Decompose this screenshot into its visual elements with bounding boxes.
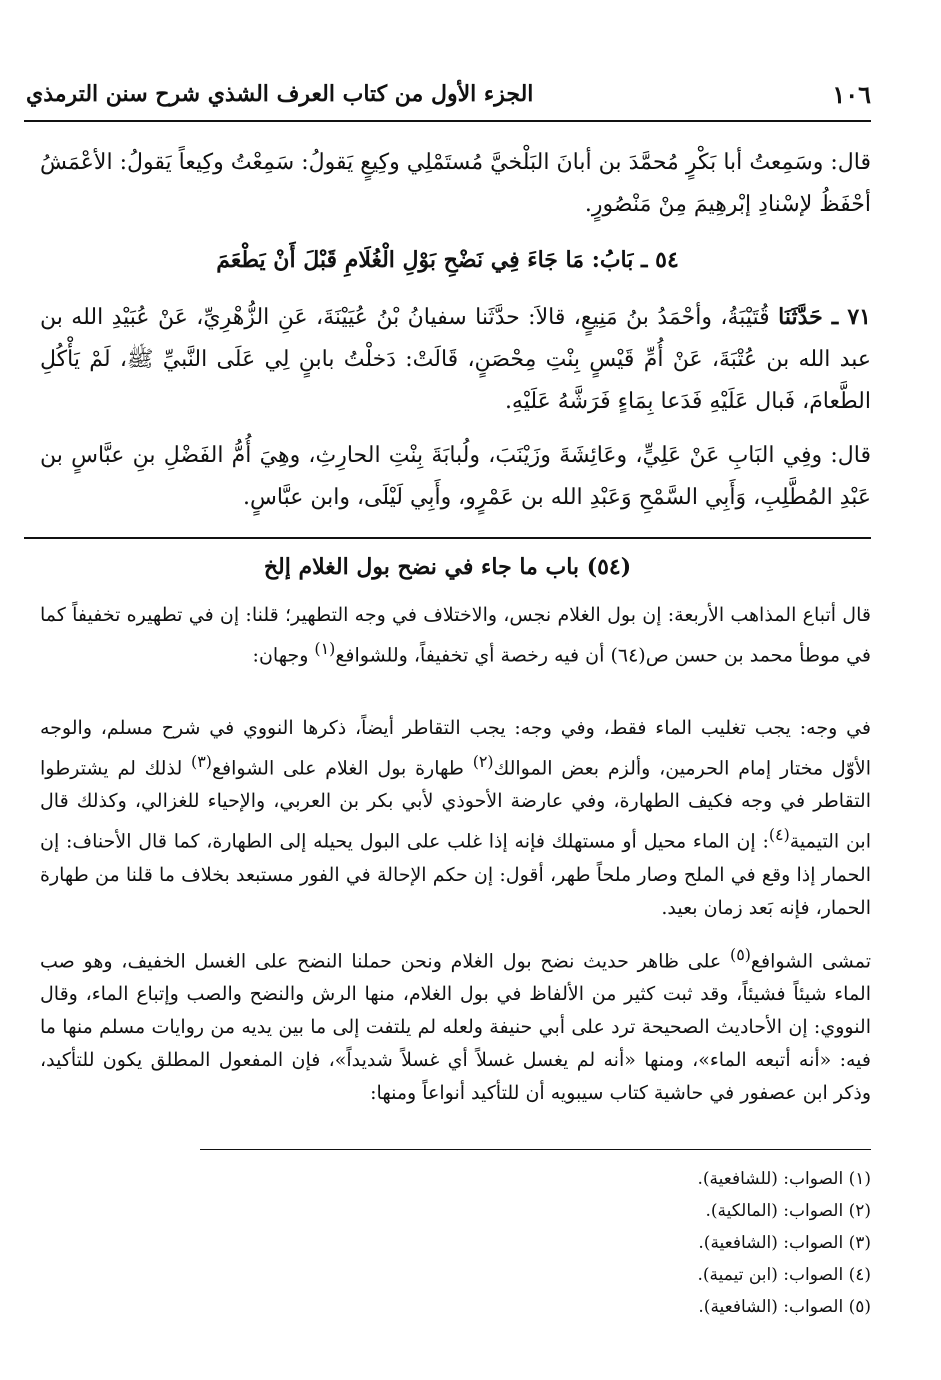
hadith-paragraph xyxy=(40,296,871,423)
header-rule xyxy=(24,120,871,122)
hadith-text: قُتَيْبَةُ، وأحْمَدُ بنُ مَنِيعٍ، قالاَ: حدَّثَنا سفيانُ بْنُ عُيَيْنَةَ، عَنِ الزُّهْرِيِّ، عَنْ عُبَيْدِ الله بن عبد الله بن عُتْبَةَ، عَنْ أُمِّ قَيْسٍ بِنْتِ مِحْصَنٍ، قَالَتْ: دَخلْتُ بابنٍ لِي عَلَى النَّبيِّ ﷺ، لَمْ يَأْكُلِ الطَّعامَ، فَبال عَلَيْهِ فَدَعا بِمَاءٍ فَرَشَّهُ عَلَيْهِ. xyxy=(40,305,871,414)
footnote-ref: (١) xyxy=(314,639,336,658)
footnote-ref: (٥) xyxy=(730,945,751,964)
footnotes xyxy=(697,1163,871,1323)
footnote: (٥) الصواب: (الشافعية). xyxy=(698,1297,871,1317)
commentary-paragraph-1: قال أتباع المذاهب الأربعة: إن بول الغلام نجس، والاختلاف في وجه التطهير؛ قلنا: إن في تطهيره تخفيفاً كما في موطأ محمد بن حسن ص(٦٤) أن فيه رخصة أي تخفيفاً، وللشوافع$^{(١)}$ وجهان: xyxy=(40,604,871,667)
commentary-paragraph-2: في وجه: يجب تغليب الماء فقط، وفي وجه: يجب التقاطر أيضاً، ذكرها النووي في شرح مسلم، والوجه الأوّل مختار إمام الحرمين، وألزم بعض الموالك$^{(٢)}$ طهارة بول الغلام على الشوافع$^{(٣)}$ لذلك لم يشترطوا التقاطر في وجه فكيف الطهارة، وفي عارضة الأحوذي لأبي بكر بن العربي، والإحياء للغزالي، وكذلك قال ابن التيمية$^{(٤)}$: إن الماء محيل أو مستهلك فإنه إذا غلب على البول يحيله إلى الطهارة، كما قال الأحناف: إن الحمار إذا وقع في الملح وصار ملحاً طهر، أقول: إن حكم الإحالة في الفور مستبعد بخلاف ما قلنا من طهارة الحمار، فإنه بَعد زمان بعيد. xyxy=(40,717,872,919)
chapter-heading: ٥٤ ـ بَابُ: مَا جَاءَ فِي نَضْحِ بَوْلِ الْغُلَامِ قَبْلَ أَنْ يَطْعَمَ xyxy=(216,247,679,273)
footnote: (٤) الصواب: (ابن تيمية). xyxy=(697,1265,871,1285)
chapter-note-paragraph xyxy=(40,435,871,519)
footnote-ref: (٤) xyxy=(768,825,790,845)
footnote-rule xyxy=(200,1149,871,1150)
footnote: (٣) الصواب: (الشافعية). xyxy=(698,1233,871,1253)
footnote: (٢) الصواب: (المالكية). xyxy=(705,1201,871,1221)
footnote: (١) الصواب: (للشافعية). xyxy=(697,1169,871,1189)
hadith-number: ٧١ ـ حَدَّثَنَا xyxy=(778,304,871,330)
commentary-heading: (٥٤) باب ما جاء في نضح بول الغلام إلخ xyxy=(263,554,632,580)
narration-paragraph: قال: وسَمِعتُ أبا بَكْرٍ مُحمَّدَ بن أبانَ البَلْخيَّ مُستَمْلِي وكِيعٍ يَقولُ: سَمِعْتُ وكِيعاً يَقولُ: الأعْمَشُ أحْفَظُ لإسْنادِ إبْرهِيمَ مِنْ مَنْصُورٍ. xyxy=(40,150,871,217)
running-title: الجزء الأول من كتاب العرف الشذي شرح سنن الترمذي xyxy=(26,81,534,107)
footnote-ref: (٢) xyxy=(472,752,494,771)
footnote-ref: (٣) xyxy=(191,752,212,771)
chapter-note-text: قال: وفِي البَابِ عَنْ عَلِيٍّ، وعَائِشَةَ وزَيْنَبَ، ولُبابَةَ بِنْتِ الحارِثِ، وهِيَ أُمُّ الفَضْلِ بنِ عبَّاسٍ بن عَبْدِ المُطَّلِبِ، وَأَبِي السَّمْحِ وَعَبْدِ الله بن عَمْرٍو، وأَبِي لَيْلَى، وابن عبَّاسٍ. xyxy=(40,443,871,510)
page-header xyxy=(26,70,871,118)
page-number: ١٠٦ xyxy=(832,79,871,109)
commentary-rule xyxy=(24,537,871,539)
commentary-paragraph-3: تمشى الشوافع$^{(٥)}$ على ظاهر حديث نضح بول الغلام ونحن حملنا النضح على الغسل الخفيف، وهو صب الماء شيئاً فشيئاً، وقد ثبت كثير من الألفاظ في بول الغلام، منها الرش والنضح والصب وإتباع الماء، وقال النووي: إن الأحاديث الصحيحة ترد على أبي حنيفة ولعله لم يلتفت إلى ما بين يديه من روايات مسلم منها ما فيه: «أنه أتبعه الماء»، ومنها «أنه لم يغسل غسلاً أي غسلاً شديداً»، فإن المفعول المطلق يكون للتأكيد، وذكر ابن عصفور في حاشية كتاب سيبويه أن للتأكيد أنواعاً ومنها: xyxy=(40,945,872,1105)
